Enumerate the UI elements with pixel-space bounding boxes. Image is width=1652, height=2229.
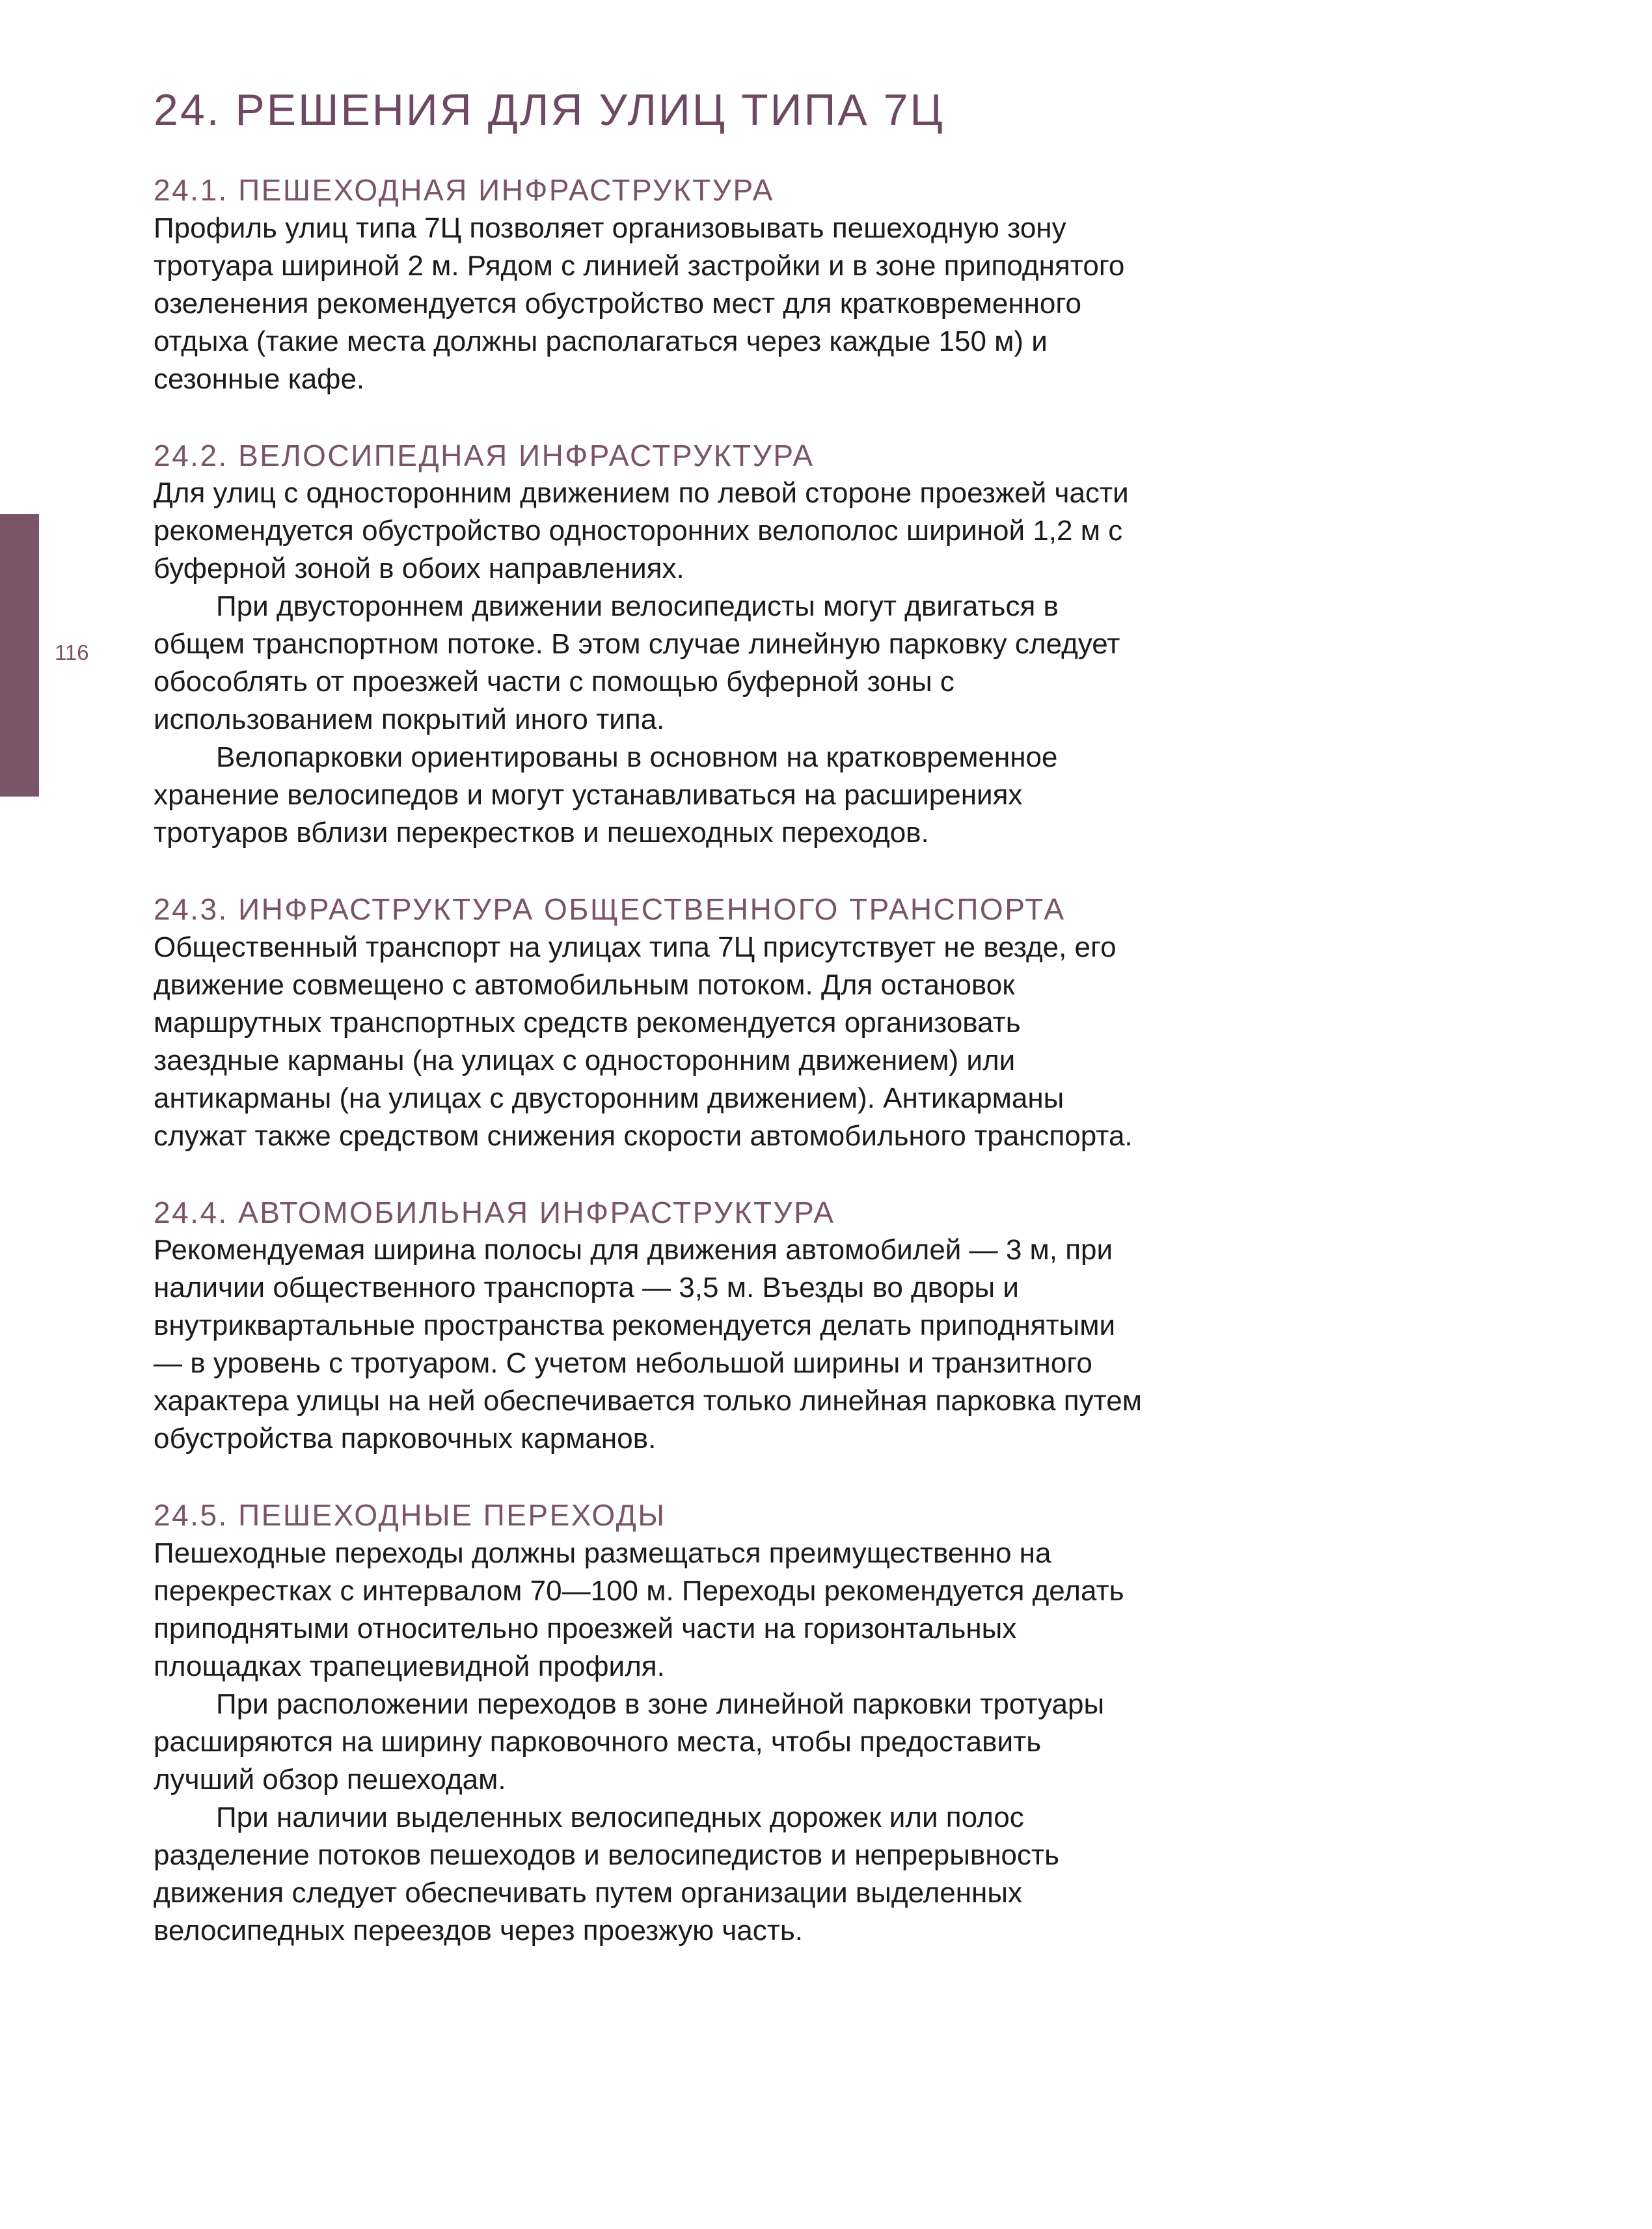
section-heading: 24.3. ИНФРАСТРУКТУРА ОБЩЕСТВЕННОГО ТРАНСПОРТА	[154, 892, 1066, 927]
page-number: 116	[55, 640, 89, 664]
section-paragraph: При двустороннем движении велосипедисты могут двигаться в общем транспортном потоке. В этом случае линейную парковку следует обособлять от проезжей части с помощью буферной зоны с использованием покрытий иного типа.	[154, 590, 1120, 736]
section-paragraph: Для улиц с односторонним движением по левой стороне проезжей части рекомендуется обустройство односторонних велополос шириной 1,2 м с буферной зоной в обоих направлениях.	[154, 477, 1129, 585]
section-pedestrian-crossings	[154, 1497, 1143, 1950]
section-heading: 24.1. ПЕШЕХОДНАЯ ИНФРАСТРУКТУРА	[154, 173, 774, 208]
section-heading: 24.4. АВТОМОБИЛЬНАЯ ИНФРАСТРУКТУРА	[154, 1195, 835, 1229]
section-heading: 24.2. ВЕЛОСИПЕДНАЯ ИНФРАСТРУКТУРА	[154, 438, 815, 472]
section-paragraph: Пешеходные переходы должны размещаться преимущественно на перекрестках с интервалом 70—100 м. Переходы рекомендуется делать приподнятыми относительно проезжей части на горизонтальных площадках трапециевидной профиля.	[154, 1537, 1124, 1682]
section-paragraph: Велопарковки ориентированы в основном на кратковременное хранение велосипедов и могут устанавливаться на расширениях тротуаров вблизи перекрестков и пешеходных переходов.	[154, 741, 1058, 849]
section-paragraph: При наличии выделенных велосипедных дорожек или полос разделение потоков пешеходов и велосипедистов и непрерывность движения следует обеспечивать путем организации выделенных велосипедных переездов через проезжую часть.	[154, 1801, 1060, 1947]
page-title: 24. РЕШЕНИЯ ДЛЯ УЛИЦ ТИПА 7Ц	[154, 85, 945, 135]
section-paragraph: Рекомендуемая ширина полосы для движения автомобилей — 3 м, при наличии общественного транспорта — 3,5 м. Въезды во дворы и внутриквартальные пространства рекомендуется делать приподнятыми — в уровень с тротуаром. С учетом небольшой ширины и транзитного характера улицы на ней обеспечивается только линейная парковка путем обустройства парковочных карманов.	[154, 1234, 1143, 1455]
section-pedestrian-infrastructure	[154, 172, 1143, 398]
page-content	[154, 85, 1143, 1989]
section-paragraph: При расположении переходов в зоне линейной парковки тротуары расширяются на ширину парковочного места, чтобы предоставить лучший обзор пешеходам.	[154, 1688, 1105, 1796]
side-color-tab	[0, 514, 39, 797]
section-cycling-infrastructure	[154, 437, 1143, 853]
section-public-transport-infrastructure	[154, 891, 1143, 1155]
section-automobile-infrastructure	[154, 1194, 1143, 1458]
section-heading: 24.5. ПЕШЕХОДНЫЕ ПЕРЕХОДЫ	[154, 1498, 666, 1533]
section-paragraph: Общественный транспорт на улицах типа 7Ц присутствует не везде, его движение совмещено с автомобильным потоком. Для остановок маршрутных транспортных средств рекомендуется организовать заездные карманы (на улицах с односторонним движением) или антикарманы (на улицах с двусторонним движением). Антикарманы служат также средством снижения скорости автомобильного транспорта.	[154, 931, 1133, 1152]
section-paragraph: Профиль улиц типа 7Ц позволяет организовывать пешеходную зону тротуара шириной 2 м. Рядом с линией застройки и в зоне приподнятого озеленения рекомендуется обустройство мест для кратковременного отдыха (такие места должны располагаться через каждые 150 м) и сезонные кафе.	[154, 212, 1125, 395]
